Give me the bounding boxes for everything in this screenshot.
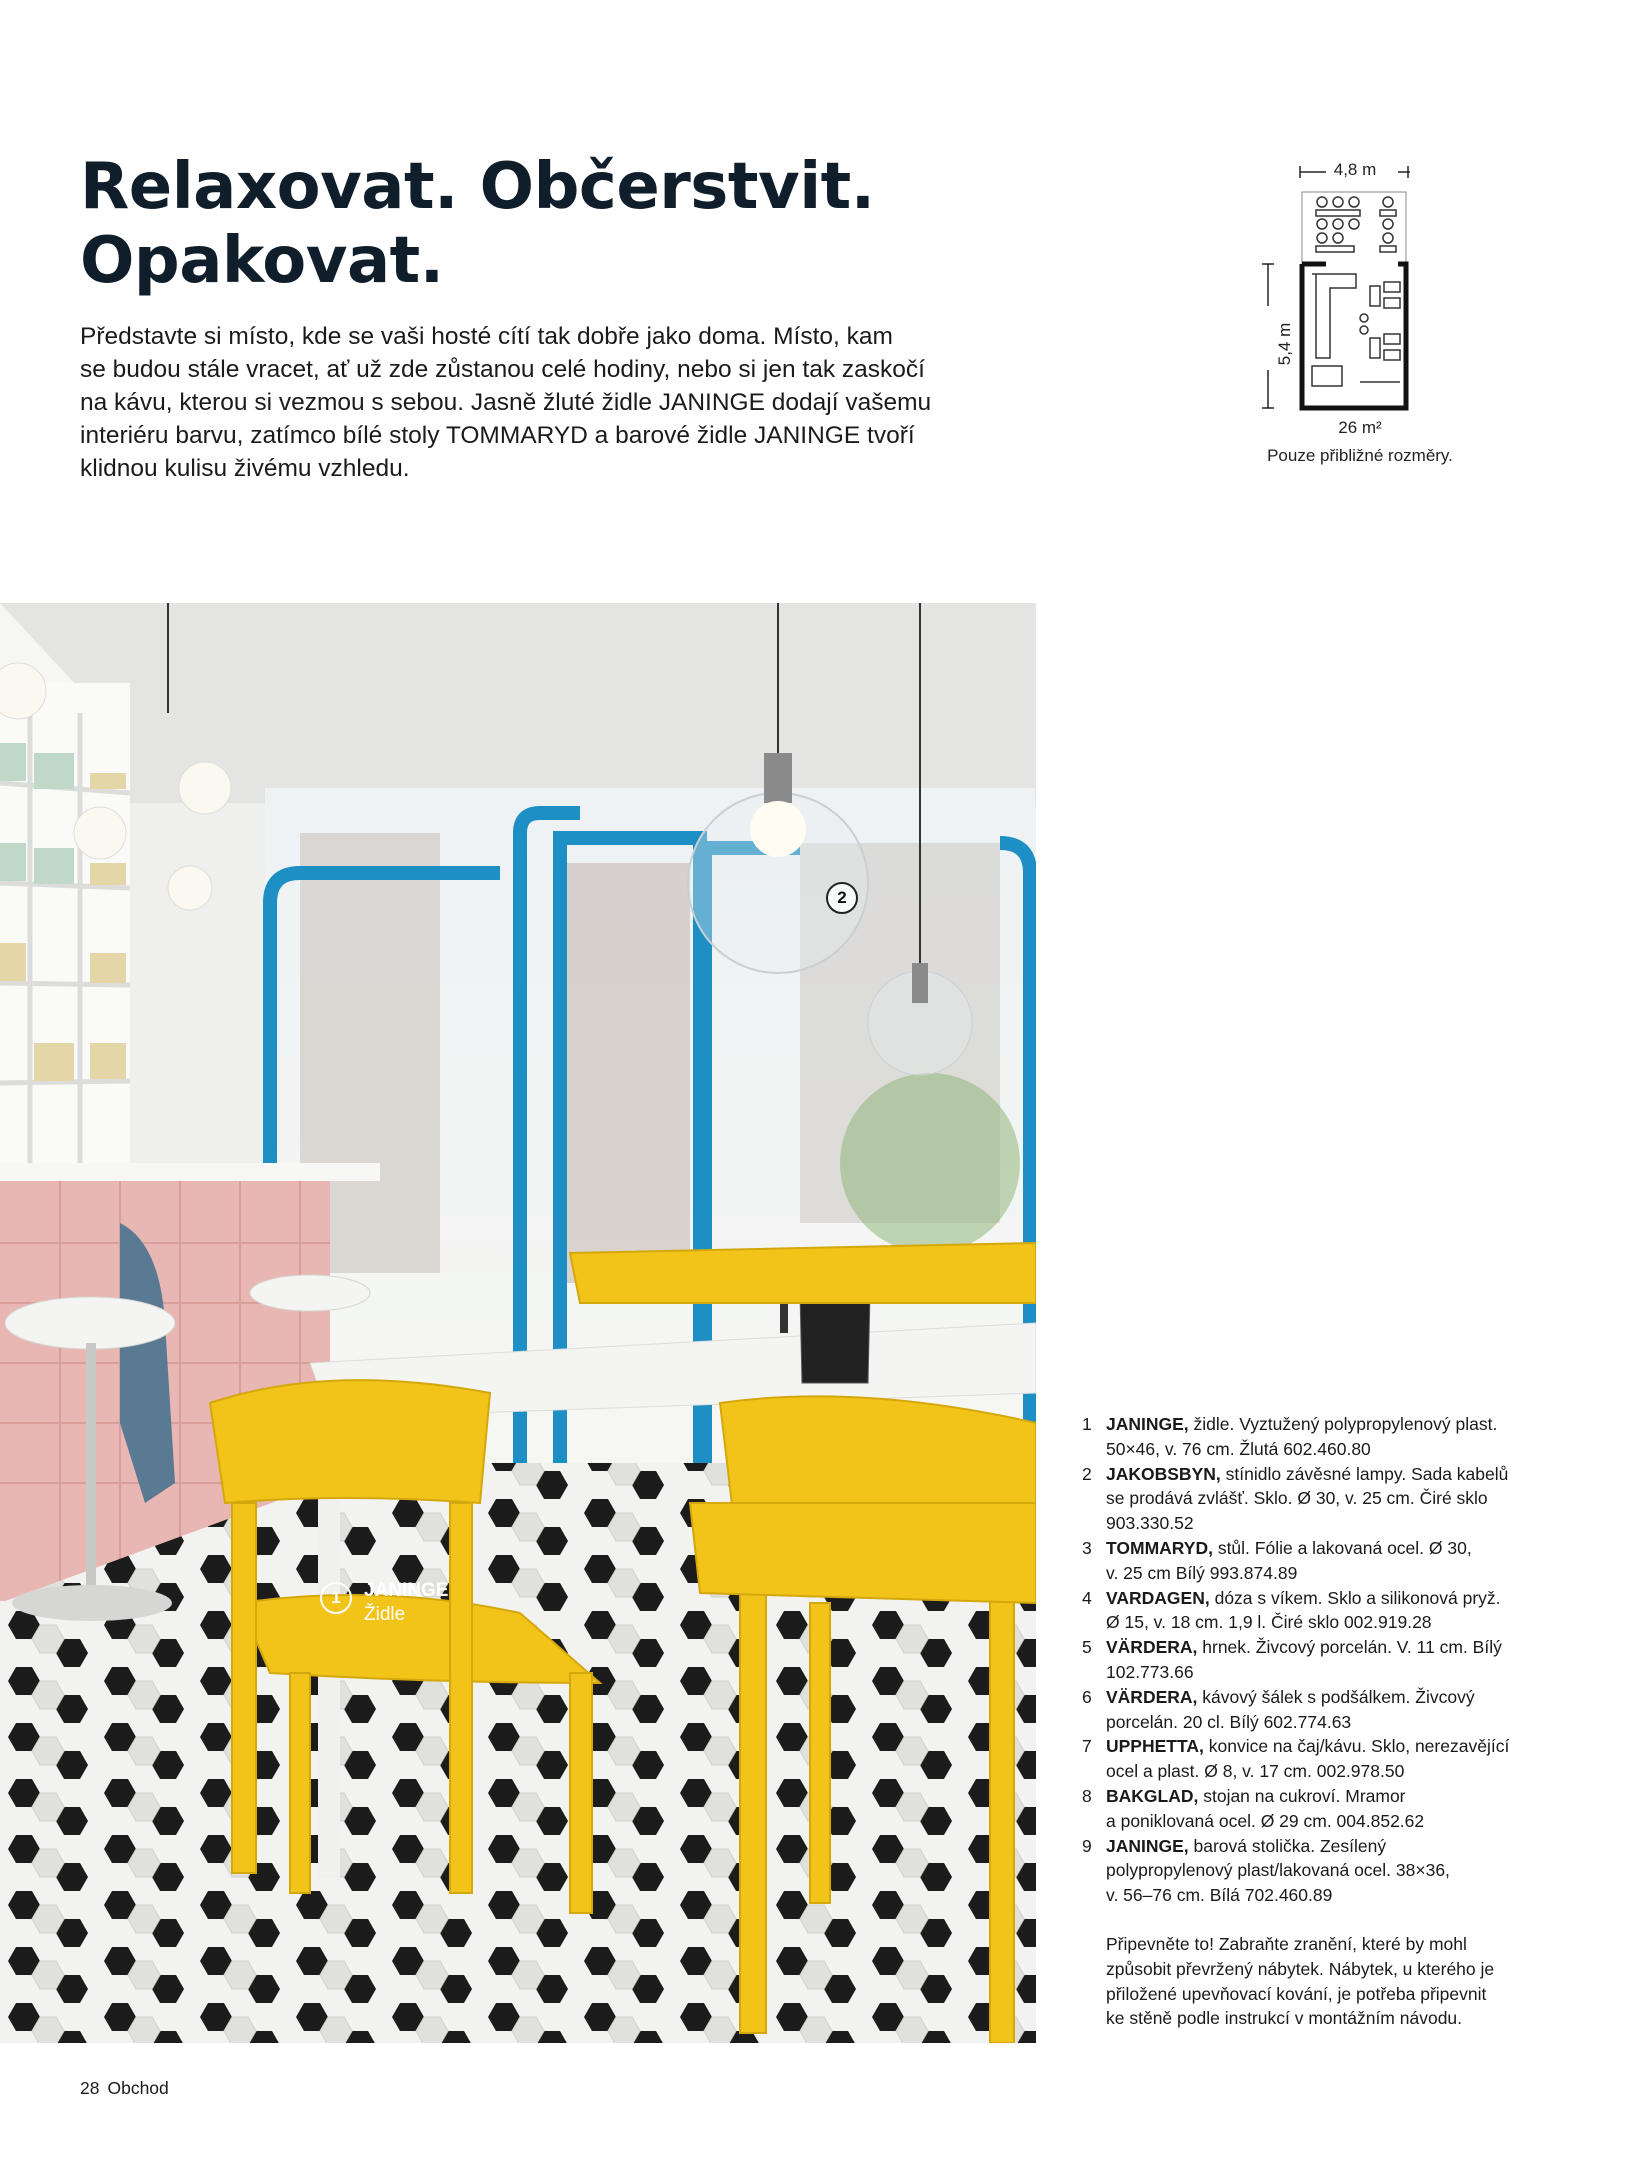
intro-line: Představte si místo, kde se vaši hosté cítí tak dobře jako doma. Místo, kam: [80, 323, 893, 350]
product-line: [1106, 1784, 1540, 1809]
product-number: 3: [1082, 1537, 1092, 1558]
product-line: [1106, 1412, 1540, 1437]
product-line: 903.330.52: [1106, 1513, 1194, 1534]
floor-plan-note: Pouze přibližné rozměry.: [1267, 446, 1453, 465]
product-number: 7: [1082, 1736, 1092, 1757]
product-line: ocel a plast. Ø 8, v. 17 cm. 002.978.50: [1106, 1761, 1405, 1782]
product-callout-2: 2: [826, 882, 858, 914]
product-item: [1080, 1784, 1540, 1834]
product-item: [1080, 1536, 1540, 1586]
product-number: 8: [1082, 1785, 1092, 1806]
product-name: JANINGE,: [1106, 1835, 1189, 1856]
product-desc: stínidlo závěsné lampy. Sada kabelů: [1220, 1463, 1509, 1484]
product-item: [1080, 1734, 1540, 1784]
page-title: [80, 150, 875, 298]
warning-line: ke stěně podle instrukcí v montážním návodu.: [1106, 2008, 1463, 2029]
product-line: porcelán. 20 cl. Bílý 602.774.63: [1106, 1711, 1352, 1732]
product-line: Ø 15, v. 18 cm. 1,9 l. Čiré sklo 002.919.28: [1106, 1612, 1432, 1633]
product-desc: hrnek. Živcový porcelán. V. 11 cm. Bílý: [1197, 1637, 1502, 1658]
warning-line: Připevněte to! Zabraňte zranění, které by mohl: [1106, 1934, 1467, 1954]
product-line: [1106, 1536, 1540, 1561]
product-line: [1106, 1834, 1540, 1859]
product-item: [1080, 1462, 1540, 1536]
product-name: VÄRDERA,: [1106, 1686, 1198, 1707]
product-line: [1106, 1635, 1540, 1660]
title-line-2: Opakovat.: [80, 224, 444, 298]
product-line: v. 56–76 cm. Bílá 702.460.89: [1106, 1885, 1333, 1906]
product-name: VÄRDERA,: [1106, 1637, 1198, 1658]
intro-line: klidnou kulisu živému vzhledu.: [80, 455, 410, 482]
product-number: 4: [1082, 1587, 1092, 1608]
product-desc: konvice na čaj/kávu. Sklo, nerezavějící: [1203, 1736, 1510, 1757]
section-name: Obchod: [107, 2078, 169, 2098]
product-desc: dóza s víkem. Sklo a silikonová pryž.: [1209, 1587, 1501, 1608]
warning-line: přiložené upevňovací kování, je potřeba připevnit: [1106, 1983, 1487, 2004]
product-number: 5: [1082, 1637, 1092, 1658]
product-item: [1080, 1586, 1540, 1636]
floor-plan-width-label: 4,8 m: [1333, 160, 1377, 179]
product-number: 9: [1082, 1835, 1092, 1856]
product-line: a poniklovaná ocel. Ø 29 cm. 004.852.62: [1106, 1810, 1425, 1831]
product-item: [1080, 1412, 1540, 1462]
product-line: polypropylenový plast/lakovaná ocel. 38×36,: [1106, 1860, 1450, 1881]
floor-plan-height-label: 5,4 m: [1275, 322, 1294, 366]
intro-line: interiéru barvu, zatímco bílé stoly TOMMARYD a barové židle JANINGE tvoří: [80, 422, 915, 449]
product-item: [1080, 1834, 1540, 1908]
chair-label-name: JANINGE: [364, 1580, 449, 1601]
product-line: [1106, 1462, 1540, 1487]
cafe-illustration: [0, 603, 1036, 2043]
title-line-1: Relaxovat. Občerstvit.: [80, 150, 875, 224]
product-name: JANINGE,: [1106, 1414, 1189, 1434]
product-desc: stojan na cukroví. Mramor: [1198, 1785, 1406, 1806]
product-desc: barová stolička. Zesílený: [1188, 1835, 1387, 1856]
product-name: VARDAGEN,: [1106, 1587, 1210, 1608]
product-desc: stůl. Fólie a lakovaná ocel. Ø 30,: [1212, 1537, 1472, 1558]
product-item: [1080, 1635, 1540, 1685]
product-name: UPPHETTA,: [1106, 1736, 1204, 1757]
product-line: [1106, 1685, 1540, 1710]
product-line: [1106, 1586, 1540, 1611]
product-number: 1: [1082, 1414, 1092, 1434]
page-number: 28: [80, 2078, 100, 2098]
floor-plan-area-label: 26 m²: [1338, 418, 1382, 437]
product-line: se prodává zvlášť. Sklo. Ø 30, v. 25 cm. Čiré sklo: [1106, 1488, 1488, 1509]
intro-paragraph: [80, 320, 980, 485]
product-desc: kávový šálek s podšálkem. Živcový: [1197, 1686, 1475, 1707]
product-name: BAKGLAD,: [1106, 1785, 1199, 1806]
product-name: JAKOBSBYN,: [1106, 1463, 1221, 1484]
cafe-interior-photo: [0, 603, 1036, 2043]
warning-line: způsobit převržený nábytek. Nábytek, u kterého je: [1106, 1958, 1495, 1979]
intro-line: se budou stále vracet, ať už zde zůstanou celé hodiny, nebo si jen tak zaskočí: [80, 356, 925, 383]
product-number: 2: [1082, 1463, 1092, 1484]
product-line: [1106, 1734, 1540, 1759]
chair-label-number: 1: [320, 1582, 352, 1614]
product-line: 50×46, v. 76 cm. Žlutá 602.460.80: [1106, 1438, 1371, 1459]
product-item: [1080, 1685, 1540, 1735]
product-line: v. 25 cm Bílý 993.874.89: [1106, 1562, 1298, 1583]
product-list: [1080, 1412, 1540, 1908]
safety-warning: [1106, 1932, 1494, 2031]
chair-label-type: Židle: [364, 1604, 406, 1625]
page-footer: [80, 2078, 177, 2099]
product-line: 102.773.66: [1106, 1661, 1194, 1682]
intro-line: na kávu, kterou si vezmou s sebou. Jasně žluté židle JANINGE dodají vašemu: [80, 389, 932, 416]
product-number: 6: [1082, 1686, 1092, 1707]
product-desc: židle. Vyztužený polypropylenový plast.: [1188, 1414, 1498, 1434]
product-name: TOMMARYD,: [1106, 1537, 1213, 1558]
